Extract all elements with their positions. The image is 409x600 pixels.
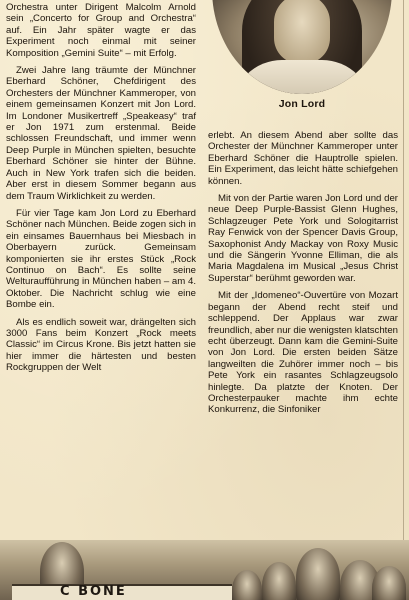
article-right-column bbox=[208, 130, 398, 422]
paragraph: erlebt. An diesem Abend aber sollte das Orchester der Münchner Kammeroper unter Eberhard Schöner die Hauptrolle spielen. Ein Experiment, das leicht hätte schiefgehen können. bbox=[208, 130, 398, 187]
paragraph: Mit von der Partie waren Jon Lord und der neue Deep Purple-Bassist Glenn Hughes, Schlagzeuger Pete York und Sologitarrist Ray Fenwick von der Spencer Davis Group, Saxophonist Andy Mackay von Roxy Music und die Sängerin Yvonne Elliman, die als Maria Magdalena im Musical „Jesus Christ Superstar“ berühmt geworden war. bbox=[208, 193, 398, 284]
paragraph: Für vier Tage kam Jon Lord zu Eberhard Schöner nach München. Beide zogen sich in ein einsames Bauernhaus bei Miesbach in Oberbayern zurück. Gemeinsam komponierten sie ihr erstes Stück „Rock Continuo on Bach“. Es sollte seine Welturaufführung in München haben – am 4. Oktober. Die Nachricht schlug wie eine Bombe ein. bbox=[6, 207, 196, 311]
musician-figure bbox=[372, 566, 406, 600]
stage-banner-text: C BONE bbox=[60, 584, 127, 599]
photo-caption: Jon Lord bbox=[278, 98, 326, 110]
article-left-column bbox=[6, 2, 196, 380]
paragraph: Als es endlich soweit war, drängelten sich 3000 Fans beim Konzert „Rock meets Classic“ im Circus Krone. Bis jetzt hatten sie hier immer die härtesten und besten Rockgruppen der Welt bbox=[6, 316, 196, 374]
concert-photo bbox=[0, 540, 409, 600]
musician-figure bbox=[232, 570, 262, 600]
paragraph: Orchestra unter Dirigent Malcolm Arnold sein „Concerto for Group and Orchestra“ auf. Ein Jahr später wagte er das Experiment noch einmal mit seiner Komposition „Gemini Suite“ – mit Erfolg. bbox=[6, 2, 196, 59]
paragraph: Zwei Jahre lang träumte der Münchner Eberhard Schöner, Chefdirigent des Orchesters der Münchner Kammeroper, von einem gemeinsamen Konzert mit Jon Lord. Im Londoner Musikertreff „Speakeasy“ traf er Jon 1971 zum erstenmal. Beide schlossen Freundschaft, und immer wenn Deep Purple in München spielten, besuchte Eberhard Schöner sie hinter der Bühne. Auch in New York trafen sich die beiden. Aber erst in diesem Sommer begann aus dem Traum Wirklichkeit zu werden. bbox=[6, 65, 196, 202]
page-edge-rule bbox=[403, 0, 404, 540]
photo-face bbox=[274, 0, 330, 64]
musician-figure bbox=[296, 548, 340, 600]
musician-figure bbox=[262, 562, 296, 600]
paragraph: Mit der „Idomeneo“-Ouvertüre von Mozart begann der Abend recht steif und schleppend. Der Applaus war zwar freundlich, aber nur die wenigsten klatschten echt überzeugt. Dann kam die Gemini-Suite von Jon Lord. Die ersten beiden Sätze langweilten die Zuhörer immer noch – bis Pete York ein rasantes Schlagzeugsolo hinlegte. Da platzte der Knoten. Der Orchesterpauker machte ihm echte Konkurrenz, die Sinfoniker bbox=[208, 290, 398, 416]
